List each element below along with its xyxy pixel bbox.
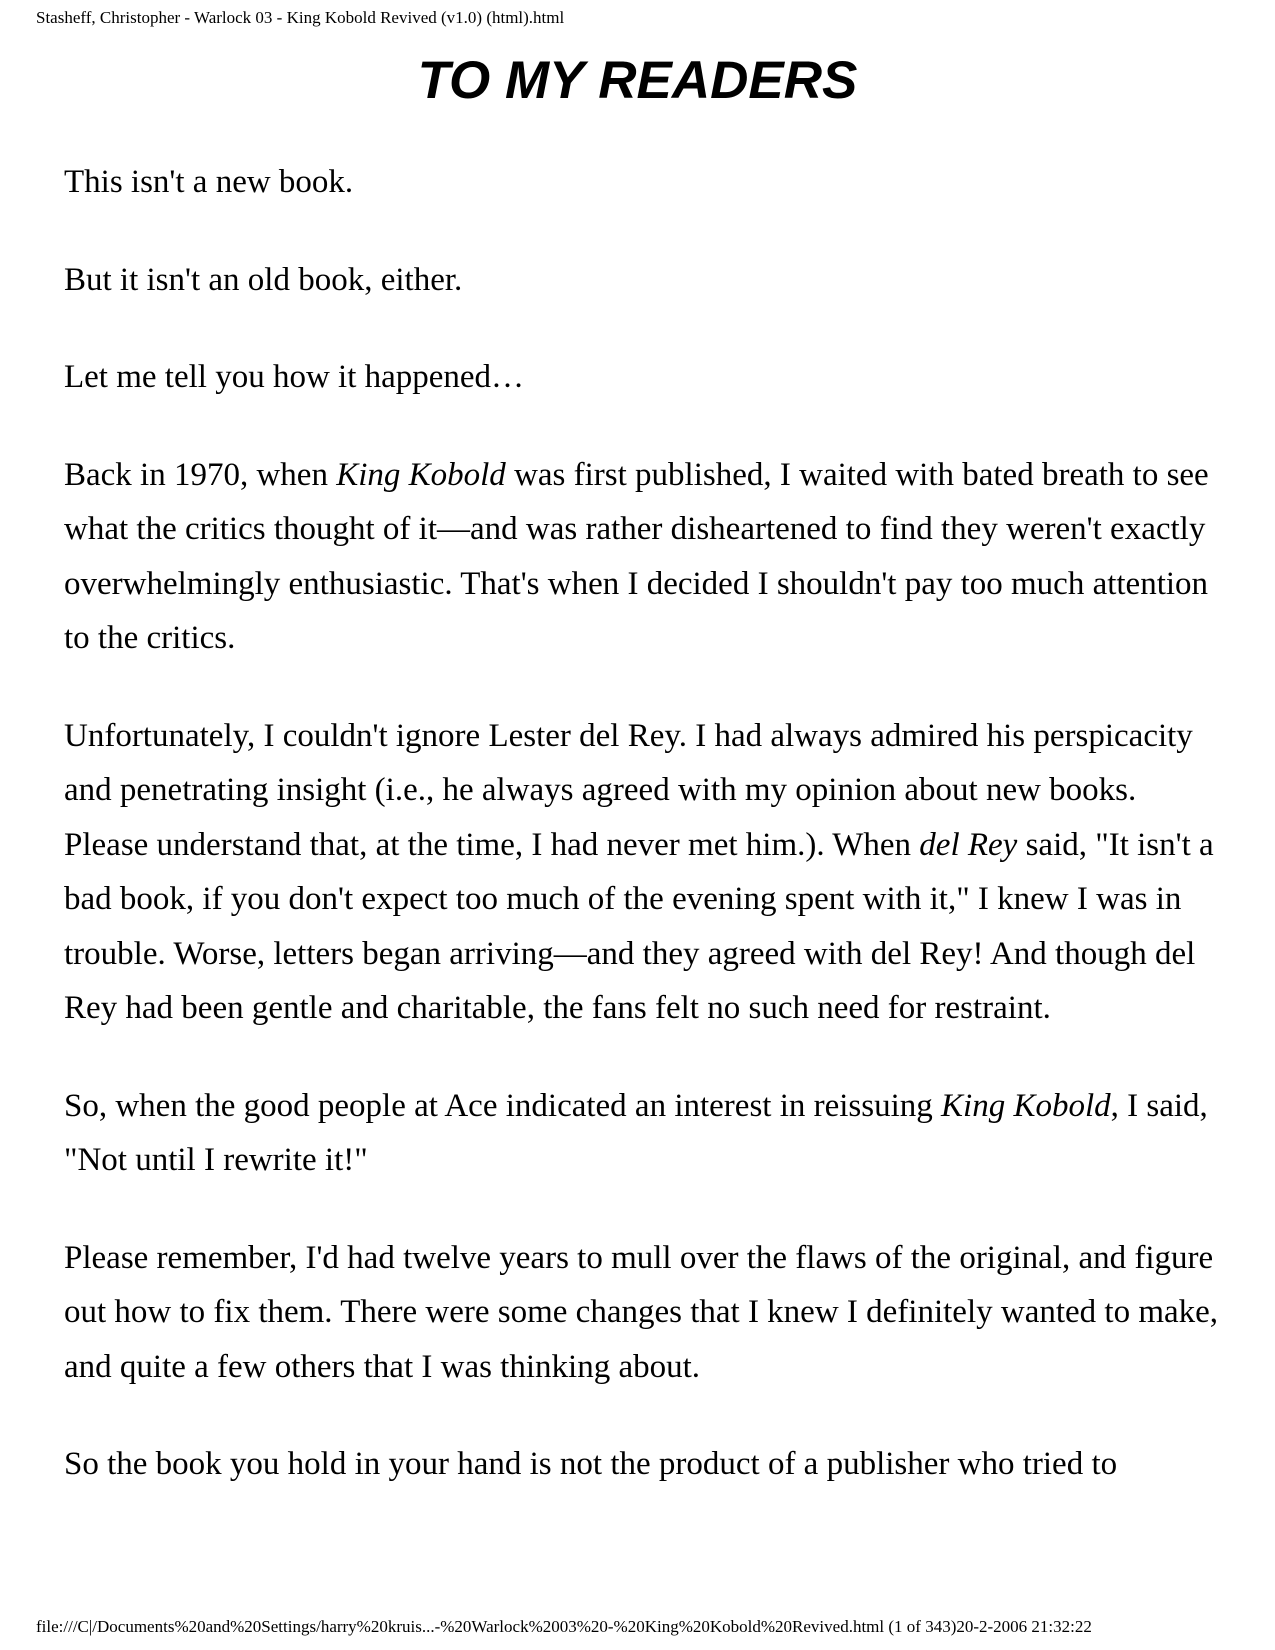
paragraph-6-text-a: So, when the good people at Ace indicated an interest in reissuing	[64, 1087, 942, 1124]
document-header: Stasheff, Christopher - Warlock 03 - King Kobold Revived (v1.0) (html).html	[36, 8, 565, 27]
paragraph-5	[64, 709, 1224, 1036]
book-title-emphasis: King Kobold	[941, 1087, 1111, 1124]
paragraph-8: So the book you hold in your hand is not the product of a publisher who tried to	[64, 1446, 1118, 1482]
paragraph-5-text-c: said, "It isn't a bad book, if you don't expect too much of the evening spent with it," I knew I was in trouble. Worse, letters began arriving—and they agreed with del Rey! And though del Rey had been gentle and charitable, the fans felt no such need for restraint.	[64, 826, 1214, 1026]
paragraph-3: Let me tell you how it happened…	[64, 359, 525, 395]
book-title-emphasis: King Kobold	[336, 456, 506, 493]
paragraph-2: But it isn't an old book, either.	[64, 261, 463, 298]
paragraph-6-text-c: , I said, "Not until I rewrite it!"	[64, 1087, 1208, 1178]
paragraph-4	[64, 448, 1224, 666]
paragraph-6	[64, 1079, 1224, 1188]
paragraph-5-text-a: Unfortunately, I couldn't ignore Lester del Rey. I had always admired his perspicacity and penetrating insight (i.e., he always agreed with my opinion about new books. Please understand that, at the time, I had never met him.). When	[64, 717, 1193, 863]
document-footer-path: file:///C|/Documents%20and%20Settings/harry%20kruis...-%20Warlock%2003%20-%20King%20Kobold%20Revived.html (1 of 343)20-2-2006 21:32:22	[36, 1617, 1092, 1636]
paragraph-7: Please remember, I'd had twelve years to mull over the flaws of the original, and figure out how to fix them. There were some changes that I knew I definitely wanted to make, and quite a few others that I was thinking about.	[64, 1239, 1219, 1385]
paragraph-4-text-c: was first published, I waited with bated breath to see what the critics thought of it—and was rather disheartened to find they weren't exactly overwhelmingly enthusiastic. That's when I decided I shouldn't pay too much attention to the critics.	[64, 456, 1209, 656]
body-text	[64, 155, 1224, 1535]
paragraph-1: This isn't a new book.	[64, 164, 354, 200]
page-title: TO MY READERS	[417, 51, 858, 110]
paragraph-4-text-a: Back in 1970, when	[64, 456, 337, 493]
name-emphasis: del Rey	[919, 826, 1018, 863]
